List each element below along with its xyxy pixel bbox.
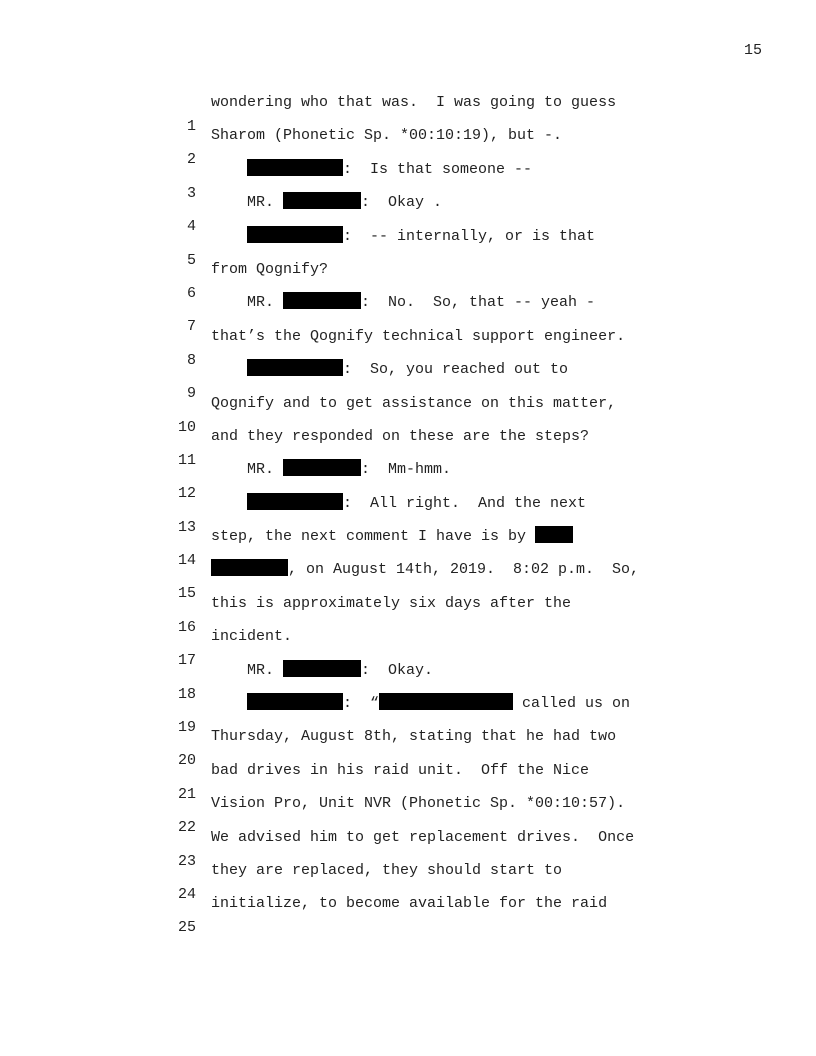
redaction-block [247, 493, 343, 510]
line-text-pre [211, 695, 247, 712]
line-text: We advised him to get replacement drives. Once [211, 828, 635, 846]
line-text [211, 225, 595, 249]
redaction-block [535, 526, 573, 543]
line-text-post: : -- internally, or is that [343, 227, 596, 245]
line-text-pre: step, the next comment I have is by [211, 528, 536, 546]
line-text [211, 659, 433, 683]
line-number: 25 [177, 919, 196, 937]
line-text: Qognify and to get assistance on this matter, [211, 394, 617, 412]
line-text [211, 458, 451, 482]
transcript-line [0, 158, 816, 202]
line-text-pre [211, 161, 247, 178]
line-number: 5 [186, 251, 196, 269]
line-text [211, 191, 442, 215]
transcript-line [0, 659, 816, 703]
line-number: 13 [177, 518, 196, 536]
line-text-post: : Okay . [361, 194, 443, 212]
line-number: 11 [177, 451, 196, 469]
line-number: 17 [177, 652, 196, 670]
line-text-post: : No. So, that -- yeah - [361, 294, 596, 312]
line-text-pre [211, 228, 247, 245]
transcript-line [0, 492, 816, 536]
redaction-block [247, 159, 343, 176]
line-text-post: , on August 14th, 2019. 8:02 p.m. So, [288, 561, 640, 579]
redaction-block [211, 559, 288, 576]
line-text: Sharom (Phonetic Sp. *00:10:19), but -. [211, 127, 563, 145]
line-text [211, 158, 532, 182]
line-text: wondering who that was. I was going to guess [211, 94, 617, 111]
line-number: 22 [177, 819, 196, 837]
line-text-pre: MR. [211, 294, 284, 312]
line-text [211, 291, 595, 315]
line-number: 9 [186, 385, 196, 403]
line-number: 10 [177, 418, 196, 436]
redaction-block [283, 459, 361, 476]
line-number: 16 [177, 618, 196, 636]
redaction-block [247, 693, 343, 710]
line-number: 8 [186, 351, 196, 369]
line-number: 7 [186, 318, 196, 336]
line-number: 2 [186, 151, 196, 169]
transcript [0, 91, 816, 937]
line-text [211, 358, 568, 382]
transcript-line [0, 258, 816, 302]
transcript-line [0, 859, 816, 903]
line-number: 18 [177, 685, 196, 703]
line-text: this is approximately six days after the [211, 594, 572, 612]
line-text [211, 525, 573, 549]
line-text-pre: MR. [211, 461, 284, 479]
line-text [211, 492, 586, 516]
redaction-block [283, 192, 361, 209]
line-text: Vision Pro, Unit NVR (Phonetic Sp. *00:10:57). [211, 795, 626, 813]
line-text: from Qognify? [211, 260, 329, 278]
line-text-post: called us on [513, 695, 631, 713]
transcript-line [0, 892, 816, 937]
transcript-line [0, 325, 816, 369]
line-text-post: : So, you reached out to [343, 361, 569, 379]
line-number: 14 [177, 552, 196, 570]
line-number: 19 [177, 719, 196, 737]
line-text-mid: : “ [343, 695, 380, 713]
line-number: 12 [177, 485, 196, 503]
line-number: 3 [186, 184, 196, 202]
redaction-block [247, 359, 343, 376]
transcript-line [0, 425, 816, 469]
line-text-post: : Is that someone -- [343, 160, 533, 178]
line-text [211, 558, 639, 582]
line-number: 4 [186, 218, 196, 236]
line-number: 1 [186, 118, 196, 135]
transcript-line [0, 759, 816, 803]
redaction-block [247, 226, 343, 243]
line-number: 23 [177, 852, 196, 870]
line-text-post: : Okay. [361, 661, 434, 679]
transcript-line [0, 91, 816, 135]
page-number: 15 [743, 42, 762, 59]
line-text [211, 692, 630, 716]
redaction-block [379, 693, 513, 710]
line-text-post: : Mm-hmm. [361, 461, 452, 479]
line-text: and they responded on these are the steps? [211, 427, 590, 445]
line-text-pre: MR. [211, 661, 284, 679]
line-text: bad drives in his raid unit. Off the Nice [211, 761, 590, 779]
line-number: 20 [177, 752, 196, 770]
line-number: 6 [186, 284, 196, 302]
line-text: that’s the Qognify technical support engineer. [211, 327, 626, 345]
line-text-pre [211, 495, 247, 512]
redaction-block [283, 660, 361, 677]
line-number: 15 [177, 585, 196, 603]
line-text-pre: MR. [211, 194, 284, 212]
line-number: 21 [177, 785, 196, 803]
redaction-block [283, 292, 361, 309]
line-text-post: : All right. And the next [343, 494, 587, 512]
line-text: Thursday, August 8th, stating that he had two [211, 728, 617, 746]
line-text: they are replaced, they should start to [211, 861, 563, 879]
transcript-line [0, 592, 816, 636]
line-text: incident. [211, 628, 293, 646]
line-text-pre [211, 361, 247, 378]
line-text: initialize, to become available for the raid [211, 895, 608, 913]
line-number: 24 [177, 885, 196, 903]
